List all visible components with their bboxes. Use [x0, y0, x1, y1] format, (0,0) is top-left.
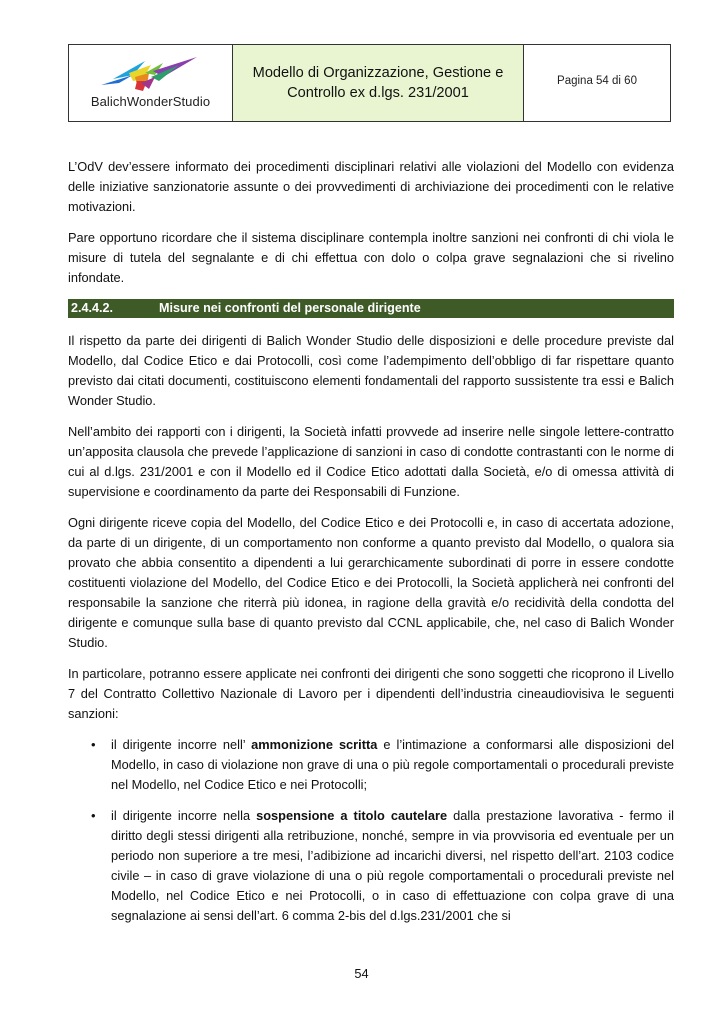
balich-logo-icon: [93, 55, 208, 97]
list-item-text: dalla prestazione lavorativa - fermo il diritto degli stessi dirigenti alla retribuzione, nonché, sempre in via provvisoria ed eventuale per un periodo non superiore a tre mesi, l’adibizione ad incarichi diversi, nel rispetto dell’art. 2103 codice civile – in caso di grave violazione di una o più regole comportamentali o procedurali previste nel Modello, nel Codice Etico e nei Protocolli, o in caso di effettuazione con colpa grave di una segnalazione ai sensi dell’art. 6 comma 2-bis del d.lgs.231/2001 che si: [111, 808, 674, 923]
bullet-icon: •: [91, 737, 96, 752]
list-item: [68, 735, 674, 795]
paragraph: L’OdV dev’essere informato dei procedimenti disciplinari relativi alle violazioni del Modello con evidenza delle iniziative sanzionatorie assunte o dei provvedimenti di archiviazione dei procedimenti con le relative motivazioni.: [68, 159, 674, 214]
paragraph: Il rispetto da parte dei dirigenti di Balich Wonder Studio delle disposizioni e delle procedure previste dal Modello, dal Codice Etico e dai Protocolli, così come l’adempimento dell’obbligo di far rispettare quanto previsto dai citati documenti, costituiscono elementi fondamentali del rapporto sussistente tra essi e Balich Wonder Studio.: [68, 333, 674, 408]
paragraph: Nell’ambito dei rapporti con i dirigenti, la Società infatti provvede ad inserire nelle singole lettere-contratto un’apposita clausola che prevede l’applicazione di sanzioni in caso di condotte contrastanti con le norme di cui al d.lgs. 231/2001 e con il Modello ed il Codice Etico adottati dalla Società, e/o di omessa attività di supervisione e coordinamento da parte dei Responsabili di Funzione.: [68, 424, 674, 499]
page-number: 54: [354, 966, 369, 981]
logo-text: BalichWonderStudio: [90, 94, 211, 109]
section-heading: [68, 299, 674, 318]
document-title: [253, 63, 504, 103]
document-title-line-1: Modello di Organizzazione, Gestione e: [252, 65, 504, 81]
paragraph: Pare opportuno ricordare che il sistema disciplinare contempla inoltre sanzioni nei confronti di chi viola le misure di tutela del segnalante e di chi effettua con dolo o colpa grave segnalazioni che si rivelino infondate.: [68, 230, 674, 285]
list-item-text: il dirigente incorre nell’: [111, 737, 252, 752]
list-item-emphasis: sospensione a titolo cautelare: [256, 808, 448, 823]
paragraph: Ogni dirigente riceve copia del Modello, del Codice Etico e dei Protocolli e, in caso di accertata adozione, da parte di un dirigente, di un comportamento non conforme a quanto previsto dal Modello, o qualora sia provato che abbia consentito a dipendenti a lui gerarchicamente subordinati di porre in essere condotte costituenti violazione del Modello, del Codice Etico e dei Protocolli, la Società applicherà nei confronti del responsabile la sanzione che riterrà più idonea, in ragione della gravità e/o recidività della condotta del dirigente e comunque sulla base di quanto previsto dal CCNL applicabile, che, nel caso di Balich Wonder Studio.: [68, 515, 674, 650]
section-title: Misure nei confronti del personale dirigente: [159, 301, 421, 315]
list-item-text: e l’intimazione a conformarsi alle disposizioni del Modello, in caso di violazione non grave di una o più regole comportamentali o procedurali previste nel Modello, nel Codice Etico e nei Protocolli;: [111, 737, 674, 792]
list-item-emphasis: ammonizione scritta: [251, 737, 378, 752]
section-number: 2.4.4.2.: [71, 301, 114, 315]
sanctions-list: [68, 735, 674, 926]
page-indicator-cell: [524, 45, 670, 121]
bullet-icon: •: [91, 808, 96, 823]
document-title-line-2: Controllo ex d.lgs. 231/2001: [287, 85, 469, 101]
document-header: [68, 44, 671, 122]
logo-cell: [69, 45, 233, 121]
list-item: [68, 806, 674, 926]
document-body: [68, 157, 674, 937]
document-title-cell: [233, 45, 524, 121]
page-indicator: Pagina 54 di 60: [557, 75, 637, 87]
list-item-text: il dirigente incorre nella: [111, 808, 257, 823]
paragraph: In particolare, potranno essere applicate nei confronti dei dirigenti che sono soggetti che ricoprono il Livello 7 del Contratto Collettivo Nazionale di Lavoro per i dipendenti dell’industria cineaudiovisiva le seguenti sanzioni:: [68, 666, 674, 721]
